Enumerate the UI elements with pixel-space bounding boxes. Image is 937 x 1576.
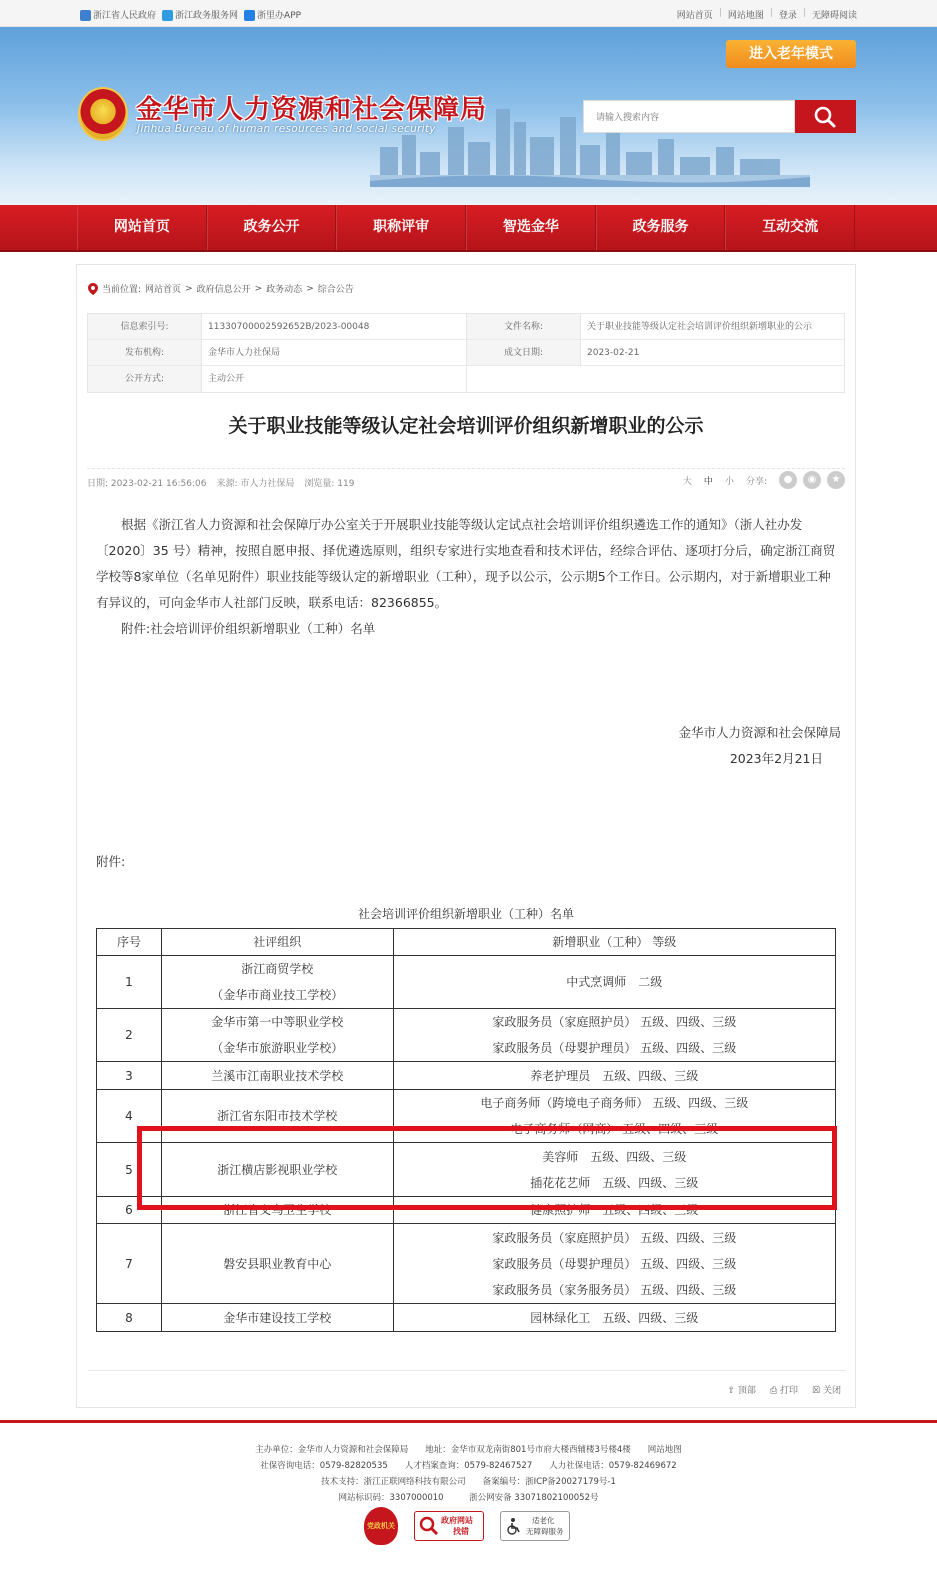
meta-index-label: 信息索引号:	[88, 314, 202, 340]
national-emblem-icon: ★	[78, 87, 128, 141]
table-row: 1 浙江商贸学校 （金华市商业技工学校） 中式烹调师 二级	[97, 956, 836, 1009]
table-row: 8 金华市建设技工学校 园林绿化工 五级、四级、三级	[97, 1304, 836, 1332]
table-row: 3 兰溪市江南职业技术学校 养老护理员 五级、四级、三级	[97, 1062, 836, 1090]
back-to-top-button[interactable]: ⇧ 顶部	[727, 1386, 756, 1396]
footer-line-phones: 社保咨询电话：0579-82820535 人才档案查询：0579-82467527 人力社保电话：0579-82469672	[260, 1461, 677, 1471]
signature-org: 金华市人力资源和社会保障局	[678, 725, 841, 740]
search-input[interactable]	[583, 100, 795, 133]
doc-meta-table	[87, 313, 845, 393]
table-row: 5 浙江横店影视职业学校 美容师 五级、四级、三级 插花花艺师 五级、四级、三级	[97, 1143, 836, 1197]
nav-gov-affairs[interactable]: 政务公开	[207, 205, 337, 250]
meta-mode-label: 公开方式:	[88, 366, 202, 392]
crumb-announcements[interactable]: 综合公告	[317, 285, 354, 295]
top-links-left	[80, 8, 301, 21]
gov-site-error-badge[interactable]: 政府网站 找错	[414, 1511, 484, 1541]
crumb-info-open[interactable]: 政府信息公开	[196, 285, 251, 295]
font-size-medium[interactable]: 中	[703, 476, 713, 487]
elder-mode-button[interactable]: 进入老年模式	[726, 40, 856, 68]
link-sitemap[interactable]: 网站地图	[727, 11, 764, 21]
article-date: 日期: 2023-02-21 16:56:06	[87, 479, 207, 489]
nav-title-review[interactable]: 职称评审	[336, 205, 466, 250]
zlb-app-icon	[244, 10, 255, 21]
magnifier-icon	[419, 1516, 439, 1536]
table-row: 2 金华市第一中等职业学校 （金华市旅游职业学校） 家政服务员（家庭照护员） 五级、四级、三级 家政服务员（母婴护理员） 五级、四级、三级	[97, 1009, 836, 1062]
table-row: 7 磐安县职业教育中心 家政服务员（家庭照护员） 五级、四级、三级 家政服务员（母婴护理员） 五级、四级、三级 家政服务员（家务服务员） 五级、四级、三级	[97, 1224, 836, 1304]
meta-org-label: 发布机构:	[88, 340, 202, 366]
nav-zhixuan-jinhua[interactable]: 智选金华	[466, 205, 596, 250]
link-zj-service[interactable]: 浙江政务服务网	[162, 8, 238, 21]
font-size-large[interactable]: 大	[682, 476, 692, 487]
article-info-bar	[87, 468, 845, 492]
wechat-share-icon[interactable]: ●	[779, 471, 797, 489]
article-body	[96, 512, 836, 642]
site-title: 金华市人力资源和社会保障局	[136, 95, 488, 125]
nav-interaction[interactable]: 互动交流	[725, 205, 855, 250]
site-title-en: Jinhua Bureau of human resources and social security	[137, 123, 436, 135]
link-zj-gov[interactable]: 浙江省人民政府	[80, 8, 156, 21]
print-button[interactable]: ⎙ 打印	[769, 1386, 799, 1396]
footer-line-support: 技术支持：浙江正联网络科技有限公司 备案编号：浙ICP备20027179号-1	[321, 1477, 616, 1487]
table-header-row	[97, 929, 836, 956]
table-row: 4 浙江省东阳市技术学校 电子商务师（跨境电子商务师） 五级、四级、三级 电子商务师（网商） 五级、四级、三级	[97, 1090, 836, 1143]
meta-date-label: 成文日期:	[467, 340, 581, 366]
header-no: 序号	[97, 929, 162, 956]
search-button[interactable]	[795, 100, 856, 133]
main-nav	[0, 205, 937, 252]
meta-org-value: 金华市人力社保局	[202, 340, 467, 366]
top-bar	[0, 0, 937, 27]
share-label: 分享:	[745, 476, 767, 487]
party-gov-badge[interactable]: 党政机关	[364, 1507, 398, 1545]
header-org: 社评组织	[161, 929, 393, 956]
highlight-box	[137, 1126, 837, 1210]
footer-line-sponsor: 主办单位：金华市人力资源和社会保障局 地址：金华市双龙南街801号市府大楼西辅楼3号楼4楼 网站地图	[255, 1445, 682, 1455]
weibo-share-icon[interactable]: ◉	[803, 471, 821, 489]
article-views: 浏览量: 119	[304, 479, 355, 489]
nav-gov-services[interactable]: 政务服务	[596, 205, 726, 250]
arrow-up-icon: ⇧	[727, 1386, 736, 1396]
article-source: 来源: 市人力社保局	[216, 479, 295, 489]
nav-home[interactable]: 网站首页	[77, 205, 207, 250]
footer-badges	[364, 1507, 570, 1545]
zj-service-icon	[162, 10, 173, 21]
close-icon: ☒	[812, 1386, 821, 1396]
meta-date-value: 2023-02-21	[581, 340, 844, 366]
font-size-small[interactable]: 小	[724, 476, 734, 487]
signature-block	[678, 720, 841, 772]
meta-file-value: 关于职业技能等级认定社会培训评价组织新增职业的公示	[581, 314, 844, 340]
favorite-star-icon[interactable]: ★	[827, 471, 845, 489]
meta-mode-value: 主动公开	[202, 366, 467, 392]
printer-icon: ⎙	[769, 1386, 778, 1396]
table-caption: 社会培训评价组织新增职业（工种）名单	[357, 907, 574, 921]
link-zlb-app[interactable]: 浙里办APP	[244, 8, 301, 21]
page-title: 关于职业技能等级认定社会培训评价组织新增职业的公示	[228, 415, 704, 437]
location-pin-icon	[88, 283, 98, 295]
zj-gov-icon	[80, 10, 91, 21]
signature-date: 2023年2月21日	[729, 751, 823, 766]
article-attachment-note: 附件:社会培训评价组织新增职业（工种）名单	[121, 621, 376, 636]
link-accessible[interactable]: 无障碍阅读	[811, 11, 857, 21]
wheelchair-icon	[505, 1517, 523, 1535]
header-jobs: 新增职业（工种） 等级	[393, 929, 835, 956]
top-links-right: 网站首页 | 网站地图 | 登录 | 无障碍阅读	[676, 8, 857, 21]
meta-file-label: 文件名称:	[467, 314, 581, 340]
table-row: 6 浙江省义乌卫生学校 健康照护师 五级、四级、三级	[97, 1197, 836, 1224]
search-icon	[795, 100, 856, 133]
crumb-gov-news[interactable]: 政务动态	[266, 285, 303, 295]
crumb-home[interactable]: 网站首页	[145, 285, 182, 295]
link-login[interactable]: 登录	[778, 11, 797, 21]
footer-line-id: 网站标识码：3307000010 浙公网安备 33071802100052号	[338, 1493, 599, 1503]
link-home[interactable]: 网站首页	[676, 11, 713, 21]
article-paragraph: 根据《浙江省人力资源和社会保障厅办公室关于开展职业技能等级认定试点社会培训评价组织遴选工作的通知》（浙人社办发〔2020〕35 号）精神，按照自愿申报、择优遴选原则，组织专家进行实地查看和技术评估，经综合评估、逐项打分后，确定浙江商贸学校等8家单位（名单见附件）职业技能等级认定的新增职业（工种），现予以公示，公示期5个工作日。公示期内，对于新增职业工种有异议的，可向金华市人社部门反映，联系电话：82366855。	[96, 517, 836, 610]
close-button[interactable]: ☒ 关闭	[812, 1386, 841, 1396]
footer	[0, 1420, 937, 1576]
page-tools	[88, 1370, 845, 1400]
breadcrumb: 当前位置: 网站首页 > 政府信息公开 > 政务动态 > 综合公告	[88, 282, 354, 295]
meta-index-value: 11330700002592652B/2023-00048	[202, 314, 467, 340]
header-banner	[0, 27, 937, 205]
search-box	[583, 100, 856, 133]
attachment-label: 附件:	[96, 854, 126, 869]
accessibility-badge[interactable]: 适老化 无障碍服务	[500, 1511, 570, 1541]
